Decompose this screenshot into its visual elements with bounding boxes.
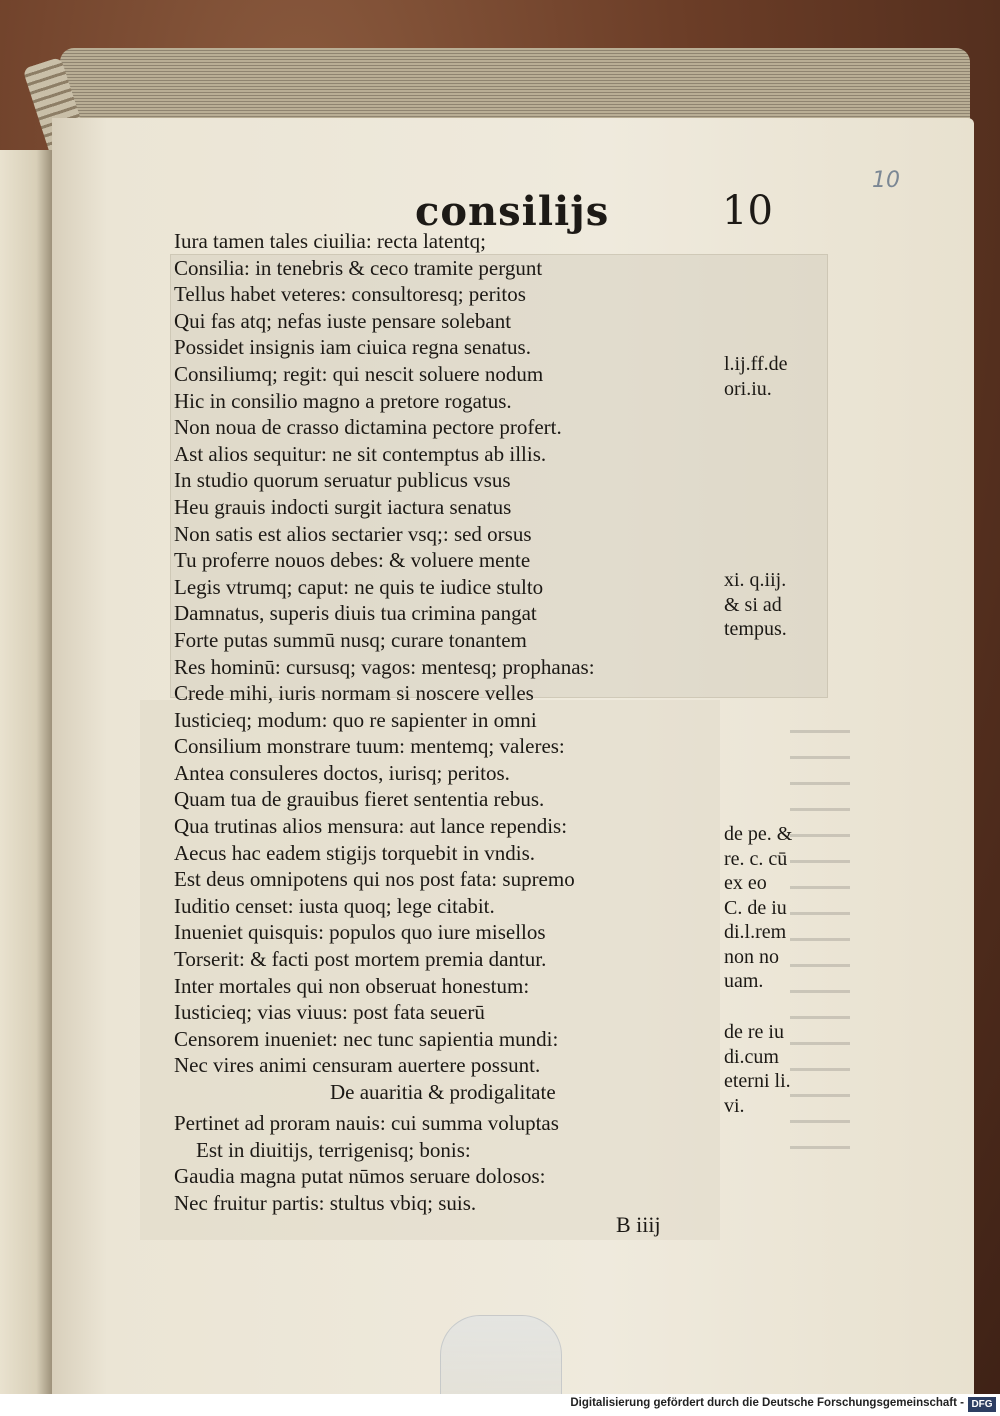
text-line: Heu grauis indocti surgit iactura senatus: [174, 494, 512, 519]
marginal-line: vi.: [724, 1094, 745, 1117]
running-head: consilijs: [415, 188, 610, 235]
text-line: Consiliumq; regit: qui nescit soluere nodum: [174, 361, 544, 386]
text-line: Iura tamen tales ciuilia: recta latentq;: [174, 229, 486, 253]
marginal-line: C. de iu: [724, 896, 787, 919]
dfg-logo: DFG: [968, 1397, 996, 1412]
text-line: Nec vires animi censuram auertere possunt.: [174, 1053, 541, 1078]
text-line: Crede mihi, iuris normam si noscere velles: [174, 681, 534, 706]
text-line: Res hominū: cursusq; vagos: mentesq; prophanas:: [174, 654, 595, 679]
text-line: Est deus omnipotens qui nos post fata: supremo: [174, 867, 575, 892]
section-verse-block: [174, 1110, 734, 1216]
marginal-note: [724, 822, 844, 994]
marginal-line: eterni li.: [724, 1070, 791, 1092]
text-line: Legis vtrumq; caput: ne quis te iudice stulto: [174, 574, 544, 599]
text-line: Torserit: & facti post mortem premia dantur.: [174, 947, 547, 972]
text-line: Censorem inueniet: nec tunc sapientia mundi:: [174, 1026, 559, 1051]
marginal-note: [724, 568, 844, 642]
marginal-line: re. c. cū: [724, 847, 788, 870]
marginal-line: di.l.rem: [724, 921, 787, 943]
marginal-line: de pe. &: [724, 823, 793, 845]
text-line: Ast alios sequitur: ne sit contemptus ab illis.: [174, 441, 547, 466]
marginal-line: l.ij.ff.de: [724, 353, 788, 375]
marginal-line: tempus.: [724, 618, 787, 640]
text-line: Hic in consilio magno a pretore rogatus.: [174, 388, 512, 413]
marginal-note: [724, 352, 844, 401]
text-line: Iusticieq; vias viuus: post fata seuerū: [174, 1000, 485, 1025]
verse-block: [174, 228, 734, 1079]
footer-bar: [0, 1394, 1000, 1416]
marginal-line: ori.iu.: [724, 377, 772, 400]
signature-mark: B iiij: [616, 1212, 661, 1237]
text-line: In studio quorum seruatur publicus vsus: [174, 468, 511, 493]
text-line: Pertinet ad proram nauis: cui summa voluptas: [174, 1111, 559, 1135]
page-edges: [60, 48, 970, 128]
marginal-line: non no: [724, 945, 779, 968]
marginal-line: xi. q.iij.: [724, 569, 787, 591]
text-line: Non satis est alios sectarier vsq;: sed orsus: [174, 521, 532, 546]
marginal-note: [724, 1020, 844, 1118]
text-line: Gaudia magna putat nūmos seruare dolosos:: [174, 1164, 546, 1189]
folio-number: 10: [722, 188, 773, 234]
text-line: Inueniet quisquis: populos quo iure misellos: [174, 920, 546, 945]
text-line: Est in diuitijs, terrigenisq; bonis:: [196, 1137, 471, 1162]
text-line: Quam tua de grauibus fieret sententia rebus.: [174, 787, 545, 812]
text-line: Non noua de crasso dictamina pectore profert.: [174, 415, 562, 440]
text-line: Forte putas summū nusq; curare tonantem: [174, 627, 527, 652]
marginal-line: di.cum: [724, 1045, 779, 1068]
text-line: Tu proferre nouos debes: & voluere mente: [174, 548, 531, 573]
text-line: Antea consuleres doctos, iurisq; peritos.: [174, 760, 510, 785]
marginal-line: uam.: [724, 970, 764, 992]
text-line: Qui fas atq; nefas iuste pensare solebant: [174, 308, 512, 333]
text-line: Consilium monstrare tuum: mentemq; valeres:: [174, 734, 565, 759]
text-line: Iusticieq; modum: quo re sapienter in omni: [174, 707, 537, 732]
page-clip: [440, 1315, 562, 1394]
text-line: Inter mortales qui non obseruat honestum:: [174, 973, 530, 998]
marginal-line: & si ad: [724, 593, 782, 616]
marginal-line: ex eo: [724, 872, 767, 894]
footer-credit: Digitalisierung gefördert durch die Deutsche Forschungsgemeinschaft -: [570, 1397, 964, 1409]
left-page-edge: [0, 150, 52, 1394]
section-heading: De auaritia & prodigalitate: [330, 1080, 556, 1104]
text-line: Iuditio censet: iusta quoq; lege citabit.: [174, 893, 495, 918]
text-line: Qua trutinas alios mensura: aut lance rependis:: [174, 814, 568, 839]
text-line: Damnatus, superis diuis tua crimina pangat: [174, 601, 537, 626]
pencil-folio-note: 10: [872, 168, 900, 193]
text-line: Possidet insignis iam ciuica regna senatus.: [174, 335, 531, 360]
text-line: Consilia: in tenebris & ceco tramite pergunt: [174, 255, 543, 280]
text-line: Nec fruitur partis: stultus vbiq; suis.: [174, 1190, 477, 1215]
text-line: Aecus hac eadem stigijs torquebit in vndis.: [174, 840, 536, 865]
marginal-line: de re iu: [724, 1021, 784, 1043]
text-line: Tellus habet veteres: consultoresq; peritos: [174, 282, 526, 307]
